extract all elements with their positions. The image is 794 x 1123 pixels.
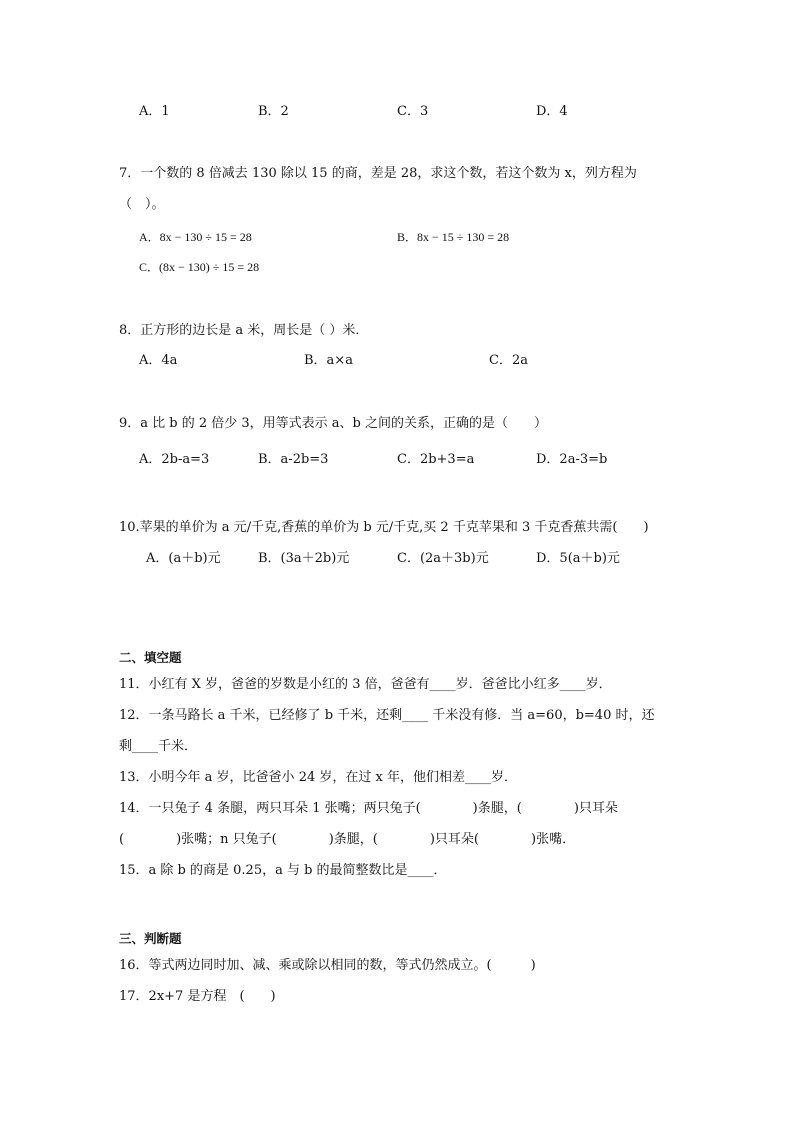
q8-option-c: C．2a: [489, 353, 528, 368]
q14-text-cont: ( )张嘴；n 只兔子( )条腿，( )只耳朵( )张嘴．: [119, 832, 576, 847]
q15-text: 15．a 除 b 的商是 0.25，a 与 b 的最简整数比是____．: [119, 863, 447, 878]
q10-option-d: D．5(a＋b)元: [536, 551, 620, 566]
section-fill-in-title: 二、填空题: [119, 650, 182, 665]
section-judge-title: 三、判断题: [119, 931, 182, 946]
q8-option-b: B．a×a: [304, 353, 353, 368]
q9-option-c: C．2b+3=a: [397, 452, 475, 467]
q9-option-d: D．2a-3=b: [536, 452, 608, 467]
q9-option-a: A．2b-a=3: [139, 452, 210, 467]
q10-option-c: C．(2a＋3b)元: [397, 551, 489, 566]
q8-text: 8．正方形的边长是 a 米，周长是（ ）米．: [119, 323, 369, 338]
q6-option-c: C．3: [397, 104, 429, 119]
q17-text: 17．2x+7 是方程 ( ): [119, 989, 276, 1004]
q8-option-a: A．4a: [139, 353, 178, 368]
q16-text: 16．等式两边同时加、减、乘或除以相同的数，等式仍然成立。( ): [119, 958, 536, 973]
q12-text-cont: 剩____千米．: [119, 739, 198, 754]
q6-option-a: A．1: [139, 104, 170, 119]
q13-text: 13．小明今年 a 岁，比爸爸小 24 岁，在过 x 年，他们相差____岁．: [119, 770, 517, 785]
q6-option-b: B．2: [258, 104, 289, 119]
q9-option-b: B．a-2b=3: [258, 452, 329, 467]
q14-text: 14．一只兔子 4 条腿，两只耳朵 1 张嘴；两只兔子( )条腿，( )只耳朵: [119, 801, 618, 816]
q10-option-b: B．(3a＋2b)元: [258, 551, 350, 566]
q10-text: 10.苹果的单价为 a 元/千克,香蕉的单价为 b 元/千克,买 2 千克苹果和 3 千克香蕉共需( ): [119, 520, 649, 535]
q7-text: 7．一个数的 8 倍减去 130 除以 15 的商，差是 28，求这个数，若这个数为 x，列方程为: [119, 166, 637, 181]
q7-option-a: A．8x − 130 ÷ 15 = 28: [139, 230, 252, 244]
q11-text: 11．小红有 X 岁，爸爸的岁数是小红的 3 倍，爸爸有____岁．爸爸比小红多____岁．: [119, 677, 612, 692]
q9-text: 9．a 比 b 的 2 倍少 3，用等式表示 a、b 之间的关系，正确的是（ ）: [119, 416, 548, 431]
q6-option-d: D．4: [536, 104, 568, 119]
q7-text-cont: （ ）。: [119, 197, 165, 212]
q12-text: 12．一条马路长 a 千米，已经修了 b 千米，还剩____ 千米没有修．当 a=60，b=40 时，还: [119, 708, 655, 723]
q7-option-b: B．8x − 15 ÷ 130 = 28: [397, 230, 510, 244]
q7-option-c: C．(8x − 130) ÷ 15 = 28: [139, 260, 260, 274]
q10-option-a: A．(a＋b)元: [146, 551, 221, 566]
